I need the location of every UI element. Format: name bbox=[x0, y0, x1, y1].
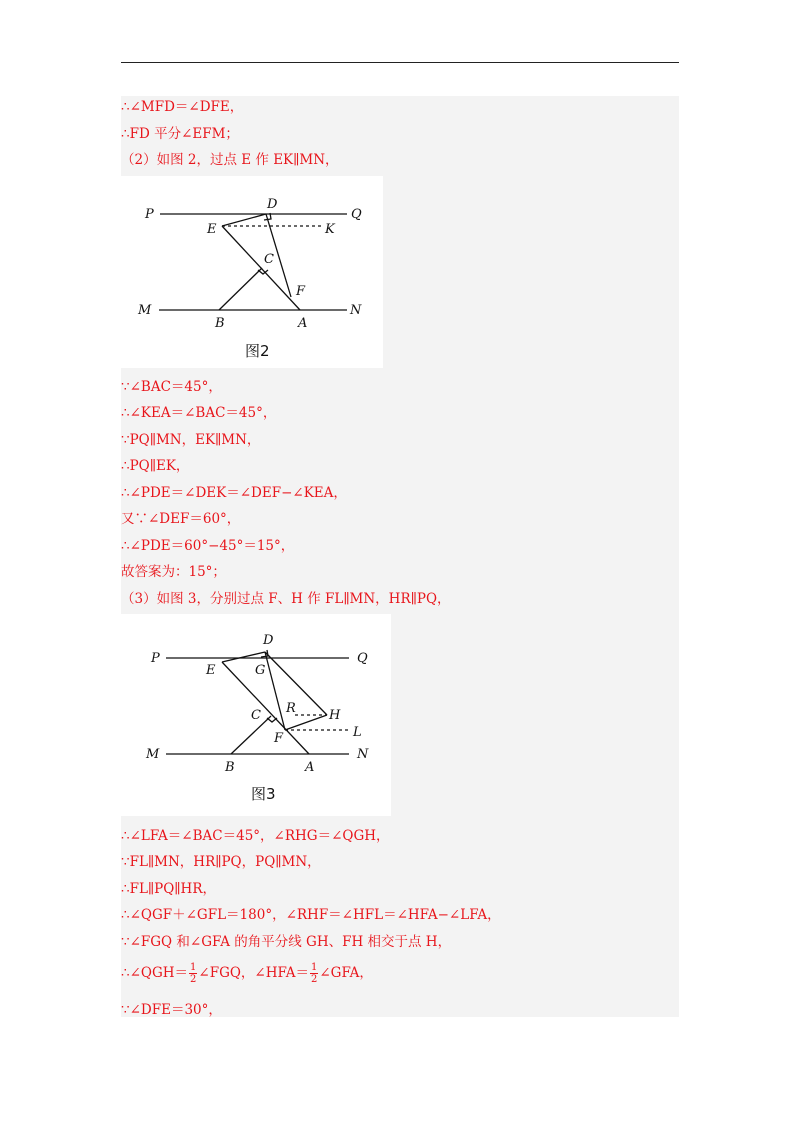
fraction-denominator: 2 bbox=[310, 974, 318, 985]
fig2-label-F: F bbox=[296, 284, 306, 299]
fig2-label-E: E bbox=[207, 222, 217, 237]
fraction-half bbox=[310, 962, 318, 985]
fraction-line bbox=[121, 962, 373, 985]
figure-3 bbox=[121, 614, 391, 816]
fig3-label-R: R bbox=[286, 701, 296, 716]
solution-line: ∵PQ∥MN，EK∥MN， bbox=[121, 432, 261, 448]
solution-line: ∴∠LFA＝∠BAC＝45°，∠RHG＝∠QGH， bbox=[121, 828, 390, 844]
solution-line: （2）如图 2，过点 E 作 EK∥MN， bbox=[121, 152, 339, 168]
fig3-label-M: M bbox=[146, 747, 160, 762]
fig2-label-C: C bbox=[264, 252, 274, 267]
solution-line: 又∵∠DEF＝60°， bbox=[121, 511, 241, 527]
fraction-half bbox=[189, 962, 197, 985]
fraction-line-part2: ∠FGQ，∠HFA＝ bbox=[198, 965, 309, 981]
fig3-label-C: C bbox=[251, 708, 261, 723]
solution-line: ∵∠FGQ 和∠GFA 的角平分线 GH、FH 相交于点 H， bbox=[121, 934, 452, 950]
solution-line: ∴FL∥PQ∥HR， bbox=[121, 881, 216, 897]
solution-line: （3）如图 3，分别过点 F、H 作 FL∥MN，HR∥PQ， bbox=[121, 591, 451, 607]
solution-line: ∴∠PDE＝∠DEK＝∠DEF−∠KEA， bbox=[121, 485, 347, 501]
fig3-label-F: F bbox=[274, 731, 284, 746]
fig2-label-P: P bbox=[145, 207, 154, 222]
fig2-label-Q: Q bbox=[351, 207, 362, 222]
solution-line: ∴∠MFD＝∠DFE， bbox=[121, 99, 244, 115]
fig3-label-P: P bbox=[151, 651, 160, 666]
figure-2 bbox=[121, 176, 383, 368]
fig3-label-N: N bbox=[357, 747, 369, 762]
fraction-numerator: 1 bbox=[310, 962, 318, 973]
fraction-denominator: 2 bbox=[190, 974, 197, 985]
fig2-label-B: B bbox=[215, 316, 225, 331]
fraction-line-part3: ∠GFA， bbox=[319, 965, 373, 981]
fig3-label-D: D bbox=[263, 633, 274, 648]
solution-line: ∴∠PDE＝60°−45°＝15°， bbox=[121, 538, 295, 554]
fig3-label-A: A bbox=[305, 760, 315, 775]
fig3-label-E: E bbox=[206, 663, 216, 678]
fig2-label-D: D bbox=[267, 197, 278, 212]
solution-line: ∴∠KEA＝∠BAC＝45°， bbox=[121, 405, 277, 421]
fig2-label-M: M bbox=[138, 303, 152, 318]
fig3-label-Q: Q bbox=[357, 651, 368, 666]
solution-line: ∵∠DFE＝30°， bbox=[121, 1002, 222, 1018]
solution-line: ∵FL∥MN，HR∥PQ，PQ∥MN， bbox=[121, 854, 321, 870]
solution-line: 故答案为：15°； bbox=[121, 564, 226, 580]
solution-line: ∵∠BAC＝45°， bbox=[121, 379, 222, 395]
fig2-label-A: A bbox=[298, 316, 308, 331]
fig3-label-G: G bbox=[255, 663, 266, 678]
header-rule bbox=[121, 62, 679, 63]
solution-line: ∴∠QGF＋∠GFL＝180°，∠RHF＝∠HFL＝∠HFA−∠LFA， bbox=[121, 907, 501, 923]
fig2-caption: 图2 bbox=[245, 342, 270, 360]
fig3-label-L: L bbox=[353, 725, 362, 740]
solution-line: ∴PQ∥EK， bbox=[121, 458, 190, 474]
solution-line: ∴FD 平分∠EFM； bbox=[121, 126, 239, 142]
fig2-label-N: N bbox=[350, 303, 362, 318]
fraction-line-part1: ∴∠QGH＝ bbox=[121, 965, 189, 981]
fraction-numerator: 1 bbox=[190, 962, 197, 973]
fig3-label-H: H bbox=[329, 708, 341, 723]
fig3-caption: 图3 bbox=[251, 785, 276, 803]
fig3-label-B: B bbox=[225, 760, 235, 775]
fig2-label-K: K bbox=[325, 222, 335, 237]
